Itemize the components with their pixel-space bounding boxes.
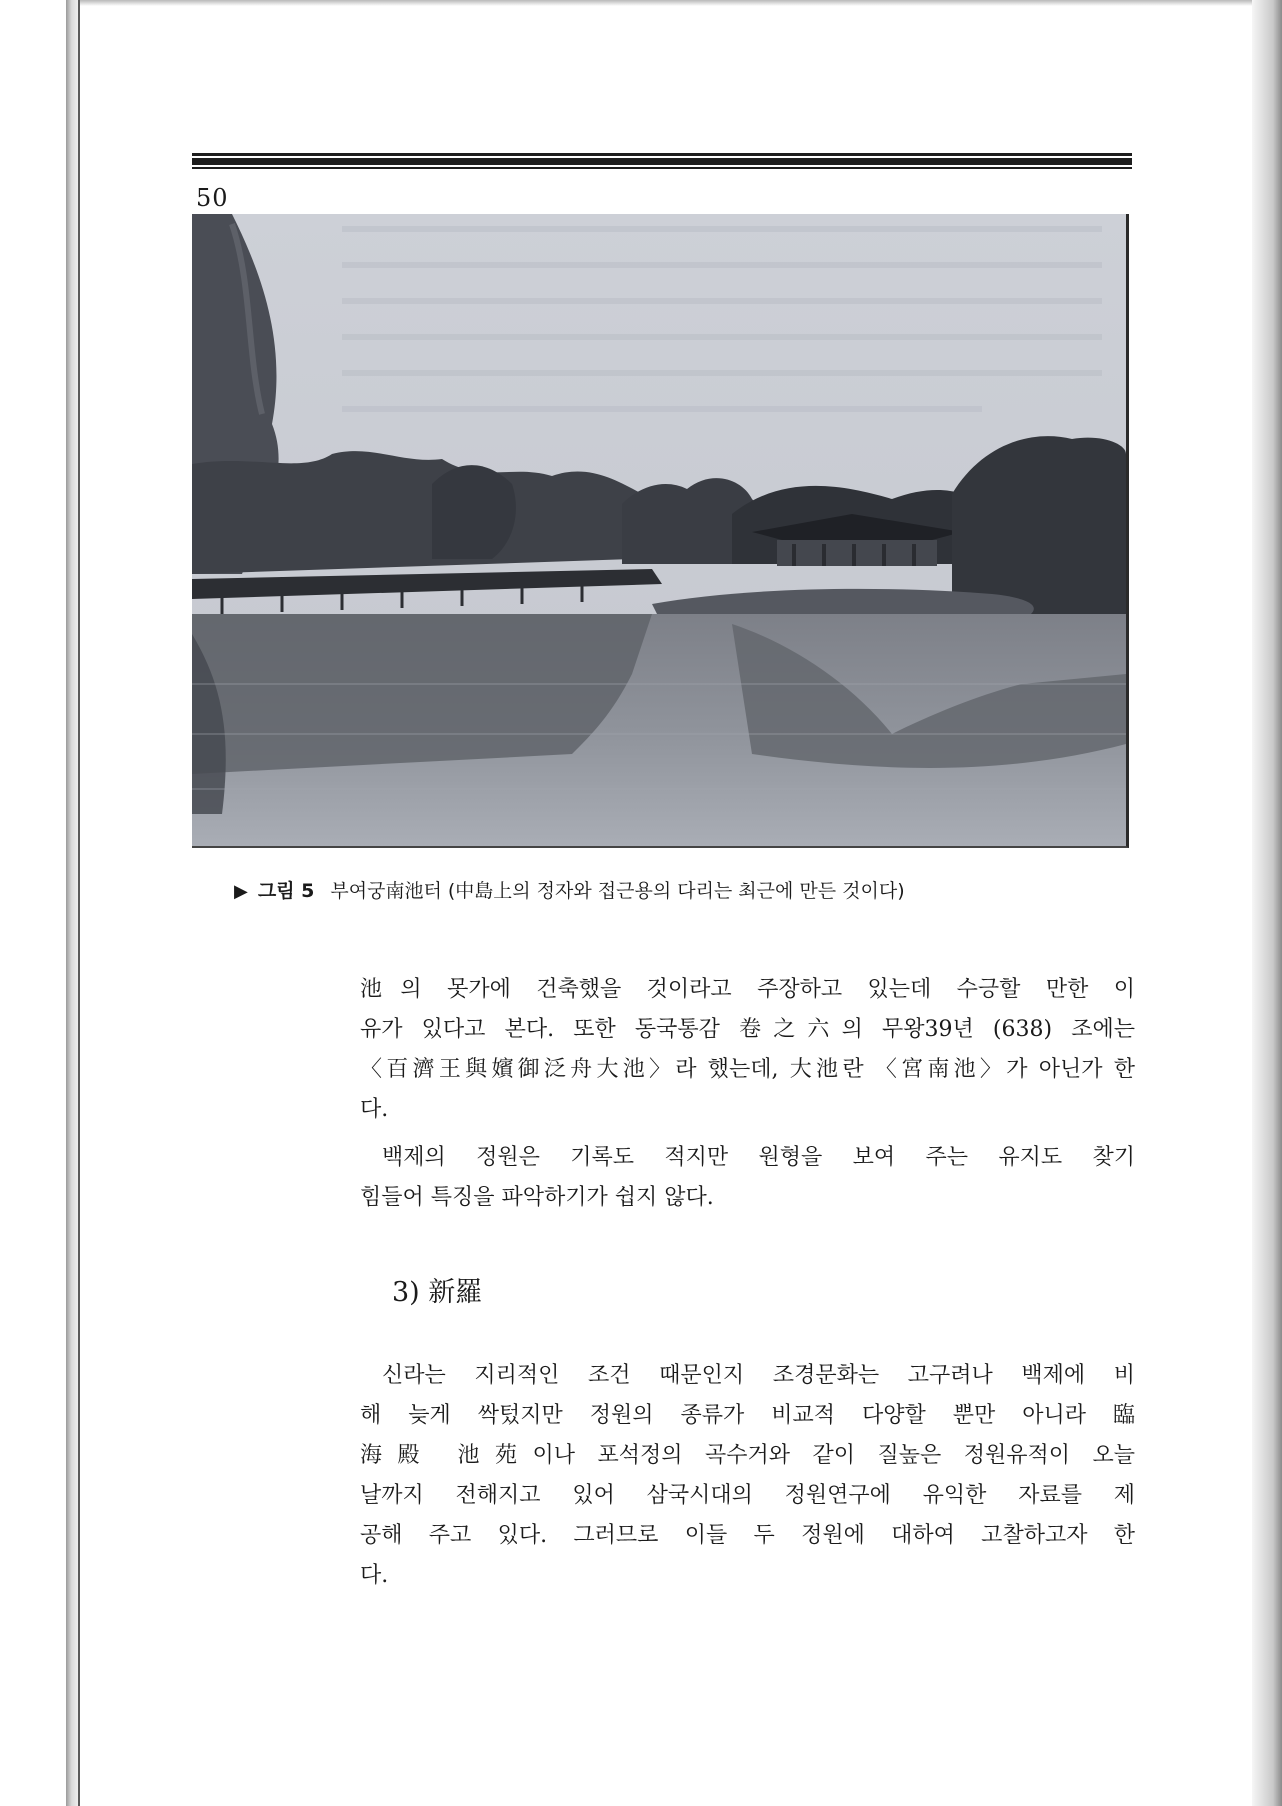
header-rule-top: [192, 153, 1132, 156]
text-line: 해 늦게 싹텄지만 정원의 종류가 비교적 다양할 뿐만 아니라 臨: [360, 1403, 1135, 1428]
pond-pavilion-photo: [192, 214, 1126, 846]
paragraph-1: [360, 970, 1135, 1130]
text-line: 다.: [360, 1563, 389, 1588]
text-line: 힘들어 특징을 파악하기가 쉽지 않다.: [360, 1185, 714, 1210]
header-rule-bottom: [192, 167, 1132, 169]
text-line: 신라는 지리적인 조건 때문인지 조경문화는 고구려나 백제에 비: [382, 1363, 1135, 1388]
figure-label: 그림 5: [257, 880, 315, 902]
paragraph-2: [360, 1138, 1135, 1218]
paragraph-3: [360, 1356, 1135, 1596]
figure-caption: [234, 876, 1134, 903]
text-line: 池의 못가에 건축했을 것이라고 주장하고 있는데 수긍할 만한 이: [360, 977, 1135, 1002]
text-line: 〈百濟王與嬪御泛舟大池〉라 했는데, 大池란 〈宮南池〉가 아닌가 한: [360, 1057, 1135, 1082]
section-heading: 3) 新羅: [392, 1277, 483, 1308]
header-rule-thick: [192, 158, 1132, 165]
text-line: 날까지 전해지고 있어 삼국시대의 정원연구에 유익한 자료를 제: [360, 1483, 1135, 1508]
text-line: 다.: [360, 1097, 389, 1122]
page-top-shadow: [66, 0, 1282, 6]
figure-photo: [192, 214, 1129, 848]
text-line: 공해 주고 있다. 그러므로 이들 두 정원에 대하여 고찰하고자 한: [360, 1523, 1135, 1548]
page-right-shadow: [1252, 0, 1282, 1806]
caption-marker-icon: ▶: [234, 881, 248, 902]
page-number: 50: [196, 184, 229, 212]
page-edge: [78, 0, 80, 1806]
text-line: 백제의 정원은 기록도 적지만 원형을 보여 주는 유지도 찾기: [382, 1145, 1135, 1170]
text-line: 유가 있다고 본다. 또한 동국통감 卷之六의 무왕39년 (638) 조에는: [360, 1017, 1135, 1042]
text-line: 海殿 池苑이나 포석정의 곡수거와 같이 질높은 정원유적이 오늘: [360, 1443, 1135, 1468]
caption-text: 부여궁南池터 (中島上의 정자와 접근용의 다리는 최근에 만든 것이다): [330, 880, 905, 902]
